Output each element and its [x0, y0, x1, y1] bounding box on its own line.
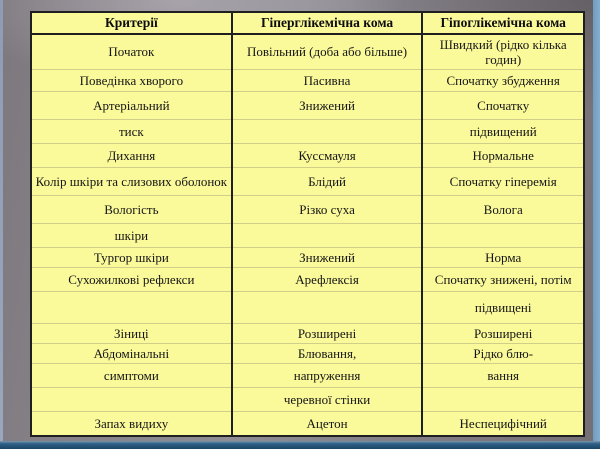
table-cell: [31, 387, 232, 411]
slide-bottom-accent-strip: [0, 441, 600, 449]
table-cell: [422, 195, 584, 223]
table-cell: [422, 91, 584, 119]
table-cell: [232, 223, 423, 247]
cell-text: Вологість: [104, 201, 159, 217]
cell-text: Куссмауля: [298, 147, 356, 163]
table-cell: [232, 323, 423, 343]
cell-text: напруження: [293, 367, 361, 383]
cell-text: Поведінка хворого: [79, 72, 184, 88]
table-row: [31, 195, 584, 223]
table-row: [31, 411, 584, 436]
cell-text: черевної стінки: [283, 391, 371, 407]
cell-text: Норма: [485, 249, 522, 265]
slide-right-edge-strip: [593, 0, 600, 449]
table-cell: [31, 223, 232, 247]
table-cell: [422, 247, 584, 267]
cell-text: Блідий: [308, 173, 347, 189]
table-cell: [422, 411, 584, 436]
table-cell: [31, 363, 232, 387]
table-cell: [31, 69, 232, 91]
cell-text: Спочатку: [477, 97, 530, 113]
table-cell: [422, 291, 584, 323]
cell-text: Арефлексія: [295, 271, 359, 287]
cell-text: Волога: [483, 201, 523, 217]
cell-text: Різко суха: [299, 201, 355, 217]
cell-text: Колір шкіри та слизових оболонок: [35, 173, 228, 189]
table-cell: [31, 291, 232, 323]
table-cell: [232, 34, 423, 69]
table-cell: [31, 91, 232, 119]
table-cell: [232, 167, 423, 195]
cell-text: Спочатку збудження: [446, 72, 560, 88]
table-row: [31, 91, 584, 119]
cell-text: Пасивна: [303, 72, 351, 88]
cell-text: Знижений: [299, 249, 355, 265]
table-cell: [232, 363, 423, 387]
header-hyperglycemic-coma: Гіперглікемічна кома: [232, 12, 423, 34]
table-cell: [422, 167, 584, 195]
table-row: [31, 291, 584, 323]
table-cell: [31, 343, 232, 363]
table-cell: [422, 143, 584, 167]
table-cell: [31, 34, 232, 69]
cell-text: Сухожилкові рефлекси: [68, 271, 195, 287]
cell-text: Зіниці: [114, 325, 149, 341]
table-cell: [422, 119, 584, 143]
cell-text: Повільний (доба або більше): [246, 44, 408, 60]
table-cell: [422, 387, 584, 411]
table-row: [31, 343, 584, 363]
table-cell: [31, 323, 232, 343]
table-cell: [232, 91, 423, 119]
table-cell: [422, 323, 584, 343]
cell-text: Абдомінальні: [93, 345, 170, 361]
cell-text: Розширені: [297, 325, 357, 341]
header-criteria: Критерії: [31, 12, 232, 34]
cell-text: Спочатку гіперемія: [449, 173, 557, 189]
cell-text: Ацетон: [306, 415, 348, 431]
cell-text: вання: [487, 367, 520, 383]
cell-text: підвищений: [469, 123, 537, 139]
table-cell: [422, 223, 584, 247]
table-row: [31, 69, 584, 91]
cell-text: Тургор шкіри: [93, 249, 169, 265]
table-body: [31, 34, 584, 436]
table-cell: [232, 267, 423, 291]
table-cell: [422, 267, 584, 291]
cell-text: тиск: [118, 123, 144, 139]
cell-text: Рідко блю-: [473, 345, 534, 361]
table-cell: [31, 247, 232, 267]
cell-text: Нормальне: [472, 147, 534, 163]
table-cell: [31, 195, 232, 223]
cell-text: Швидкий (рідко кілька: [439, 36, 567, 52]
table-cell: [422, 343, 584, 363]
table-cell: [232, 143, 423, 167]
table-cell: [422, 69, 584, 91]
table-cell: [422, 34, 584, 69]
table-cell: [232, 247, 423, 267]
table-row: [31, 167, 584, 195]
table-row: [31, 323, 584, 343]
table-cell: [232, 195, 423, 223]
table-header-row: [31, 12, 584, 34]
table-cell: [232, 343, 423, 363]
table-row: [31, 143, 584, 167]
table-cell: [232, 291, 423, 323]
table-cell: [232, 69, 423, 91]
cell-text: Дихання: [107, 147, 156, 163]
table-cell: [31, 143, 232, 167]
table-cell: [31, 119, 232, 143]
table-row: [31, 267, 584, 291]
table-row: [31, 387, 584, 411]
cell-text: Запах видиху: [94, 415, 169, 431]
table-cell: [232, 387, 423, 411]
table-row: [31, 119, 584, 143]
cell-text: Знижений: [299, 97, 355, 113]
cell-text: симптоми: [103, 367, 159, 383]
cell-text: Артеріальний: [93, 97, 170, 113]
table-cell: [422, 363, 584, 387]
cell-text: Розширені: [474, 325, 533, 341]
table-row: [31, 223, 584, 247]
cell-text: Неспецифічний: [459, 415, 547, 431]
cell-text: Блювання,: [297, 345, 357, 361]
header-hypoglycemic-coma: Гіпоглікемічна кома: [422, 12, 584, 34]
table-row: [31, 363, 584, 387]
cell-text: годин): [485, 51, 522, 67]
cell-text: шкіри: [114, 227, 149, 243]
table-cell: [31, 411, 232, 436]
cell-text: Початок: [108, 44, 155, 60]
table-cell: [31, 167, 232, 195]
coma-comparison-table: [30, 11, 585, 437]
table-row: [31, 247, 584, 267]
slide-left-edge-strip: [0, 0, 3, 449]
table-cell: [232, 411, 423, 436]
table-row: [31, 34, 584, 69]
cell-text: Спочатку знижені, потім: [434, 271, 572, 287]
table-cell: [31, 267, 232, 291]
table-cell: [232, 119, 423, 143]
cell-text: підвищені: [474, 299, 532, 315]
